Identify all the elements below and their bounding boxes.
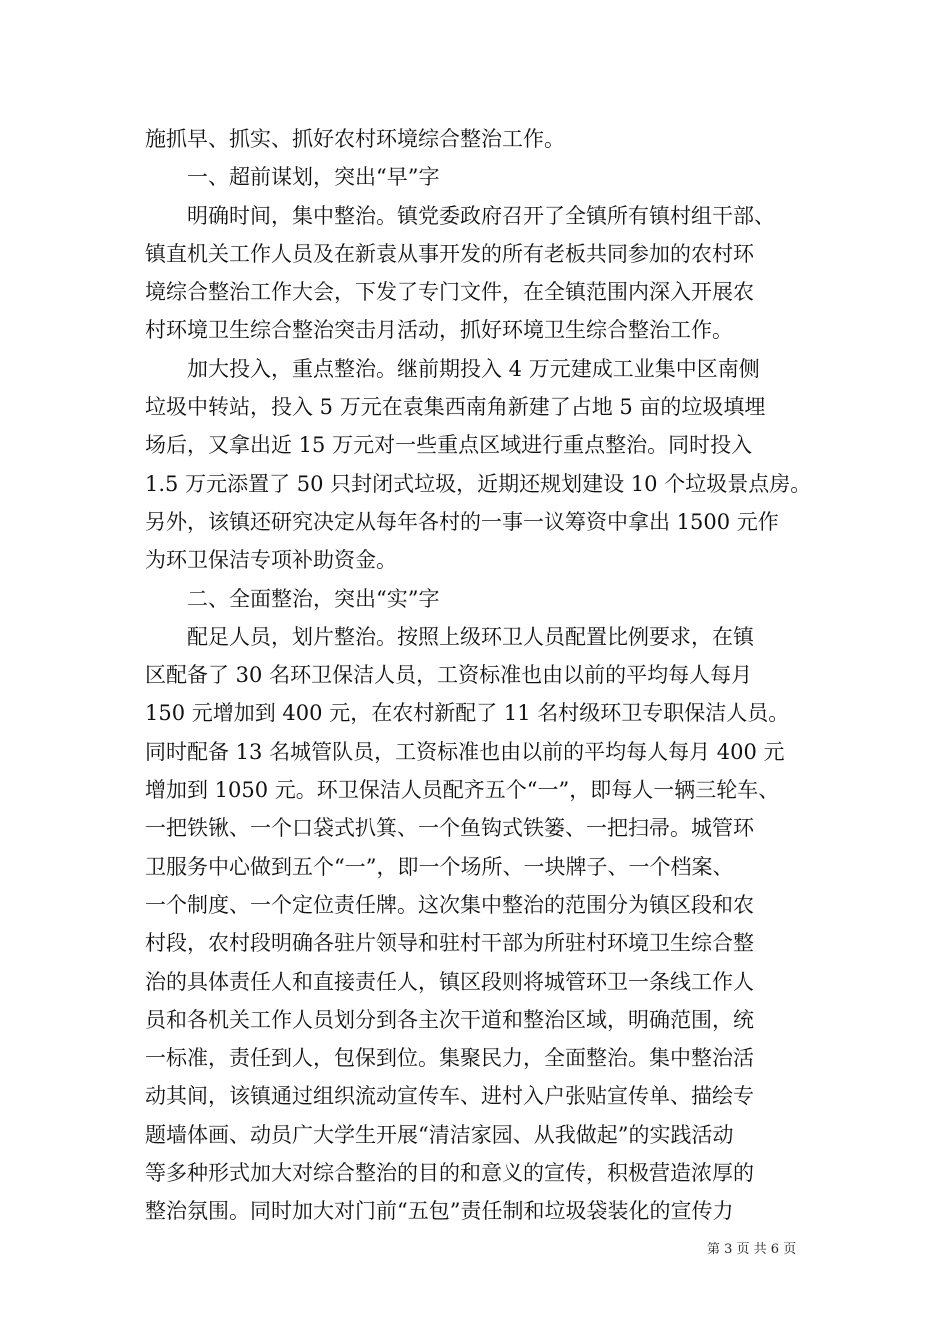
text-line: 为环卫保洁专项补助资金。 [145,548,397,573]
text-line: 同时配备 13 名城管队员，工资标准也由以前的平均每人每月 400 元 [145,739,785,764]
text-line: 区配备了 30 名环卫保洁人员，工资标准也由以前的平均每人每月 [145,663,753,688]
text-line: 题墙体画、动员广大学生开展“清洁家园、从我做起”的实践活动 [145,1122,734,1147]
text-line: 另外，该镇还研究决定从每年各村的一事一议筹资中拿出 1500 元作 [145,509,779,534]
section-heading: 二、全面整治，突出“实”字 [187,586,440,611]
text-line: 员和各机关工作人员划分到各主次干道和整治区域，明确范围，统 [145,1007,754,1032]
text-line: 150 元增加到 400 元，在农村新配了 11 名村级环卫专职保洁人员。 [145,701,790,726]
text-line: 村环境卫生综合整治突击月活动，抓好环境卫生综合整治工作。 [145,318,733,343]
text-line: 垃圾中转站，投入 5 万元在袁集西南角新建了占地 5 亩的垃圾填埋 [145,395,766,420]
section-heading: 一、超前谋划，突出“早”字 [187,165,440,190]
text-line: 加大投入，重点整治。继前期投入 4 万元建成工业集中区南侧 [187,356,760,381]
text-line: 明确时间，集中整治。镇党委政府召开了全镇所有镇村组干部、 [187,203,775,228]
text-line: 卫服务中心做到五个“一”，即一个场所、一块牌子、一个档案、 [145,854,734,879]
document-body [145,120,810,1231]
text-line: 整治氛围。同时加大对门前“五包”责任制和垃圾袋装化的宣传力 [145,1199,734,1224]
text-line: 增加到 1050 元。环卫保洁人员配齐五个“一”，即每人一辆三轮车、 [145,778,780,803]
text-line: 一标准，责任到人，包保到位。集聚民力，全面整治。集中整治活 [145,1046,754,1071]
text-line: 等多种形式加大对综合整治的目的和意义的宣传，积极营造浓厚的 [145,1161,754,1186]
page-number: 第 3 页 共 6 页 [707,1242,797,1257]
text-line: 一个制度、一个定位责任牌。这次集中整治的范围分为镇区段和农 [145,892,754,917]
text-line: 施抓早、抓实、抓好农村环境综合整治工作。 [145,127,565,151]
text-line: 镇直机关工作人员及在新袁从事开发的所有老板共同参加的农村环 [145,241,754,266]
text-line: 境综合整治工作大会，下发了专门文件，在全镇范围内深入开展农 [145,280,754,305]
text-line: 1.5 万元添置了 50 只封闭式垃圾，近期还规划建设 10 个垃圾景点房。 [145,471,812,496]
text-line: 配足人员，划片整治。按照上级环卫人员配置比例要求，在镇 [187,624,754,649]
text-line: 治的具体责任人和直接责任人，镇区段则将城管环卫一条线工作人 [145,969,754,994]
text-line: 动其间，该镇通过组织流动宣传车、进村入户张贴宣传单、描绘专 [145,1084,754,1109]
text-line: 村段，农村段明确各驻片领导和驻村干部为所驻村环境卫生综合整 [145,931,754,956]
text-line: 一把铁锹、一个口袋式扒箕、一个鱼钩式铁篓、一把扫帚。城管环 [145,816,754,841]
text-line: 场后，又拿出近 15 万元对一些重点区域进行重点整治。同时投入 [145,433,753,458]
